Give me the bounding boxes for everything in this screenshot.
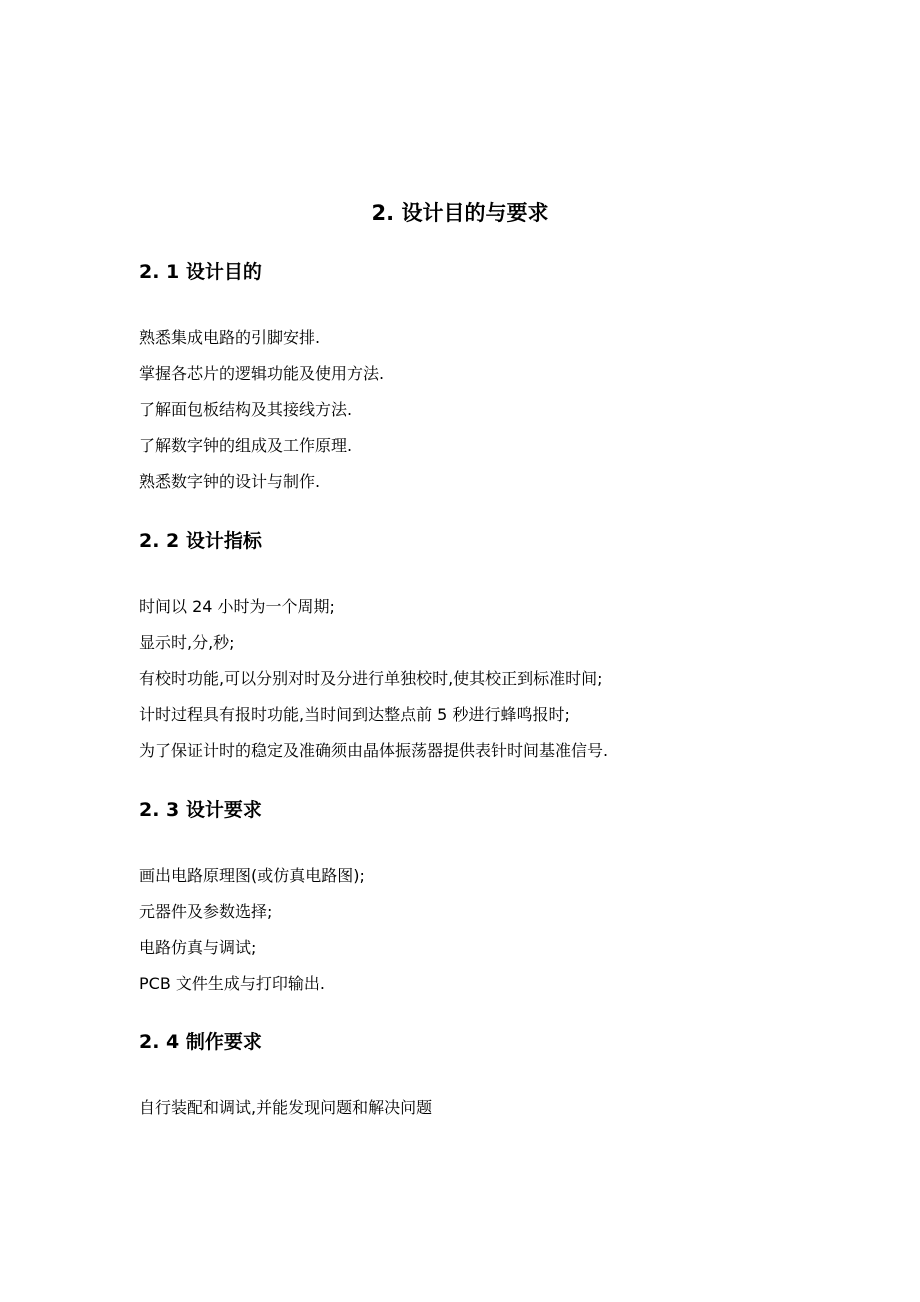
list-item: 熟悉数字钟的设计与制作.: [139, 472, 321, 491]
section-heading: 2. 2 设计指标: [139, 530, 262, 552]
section-line-list: [139, 858, 839, 1002]
section-line-list: [139, 589, 839, 769]
list-item: 了解面包板结构及其接线方法.: [139, 400, 353, 419]
page-title: 2. 设计目的与要求: [371, 201, 549, 225]
section-heading: 2. 4 制作要求: [139, 1031, 262, 1053]
section-design-requirements: [139, 796, 839, 1002]
section-heading: 2. 3 设计要求: [139, 799, 262, 821]
list-item: PCB 文件生成与打印输出.: [139, 974, 325, 993]
section-build-requirements: [139, 1028, 839, 1126]
list-item: 自行装配和调试,并能发现问题和解决问题: [139, 1098, 433, 1117]
list-item: 元器件及参数选择;: [139, 902, 273, 921]
list-item: 掌握各芯片的逻辑功能及使用方法.: [139, 364, 385, 383]
list-item: 了解数字钟的组成及工作原理.: [139, 436, 353, 455]
section-design-specs: [139, 527, 839, 769]
section-heading: 2. 1 设计目的: [139, 261, 262, 283]
list-item: 有校时功能,可以分别对时及分进行单独校时,使其校正到标准时间;: [139, 669, 603, 688]
list-item: 时间以 24 小时为一个周期;: [139, 597, 335, 616]
list-item: 显示时,分,秒;: [139, 633, 235, 652]
list-item: 熟悉集成电路的引脚安排.: [139, 328, 321, 347]
section-line-list: [139, 1090, 839, 1126]
list-item: 电路仿真与调试;: [139, 938, 257, 957]
section-design-purpose: [139, 258, 839, 500]
list-item: 计时过程具有报时功能,当时间到达整点前 5 秒进行蜂鸣报时;: [139, 705, 570, 724]
section-line-list: [139, 320, 839, 500]
list-item: 画出电路原理图(或仿真电路图);: [139, 866, 365, 885]
list-item: 为了保证计时的稳定及准确须由晶体振荡器提供表针时间基准信号.: [139, 741, 609, 760]
